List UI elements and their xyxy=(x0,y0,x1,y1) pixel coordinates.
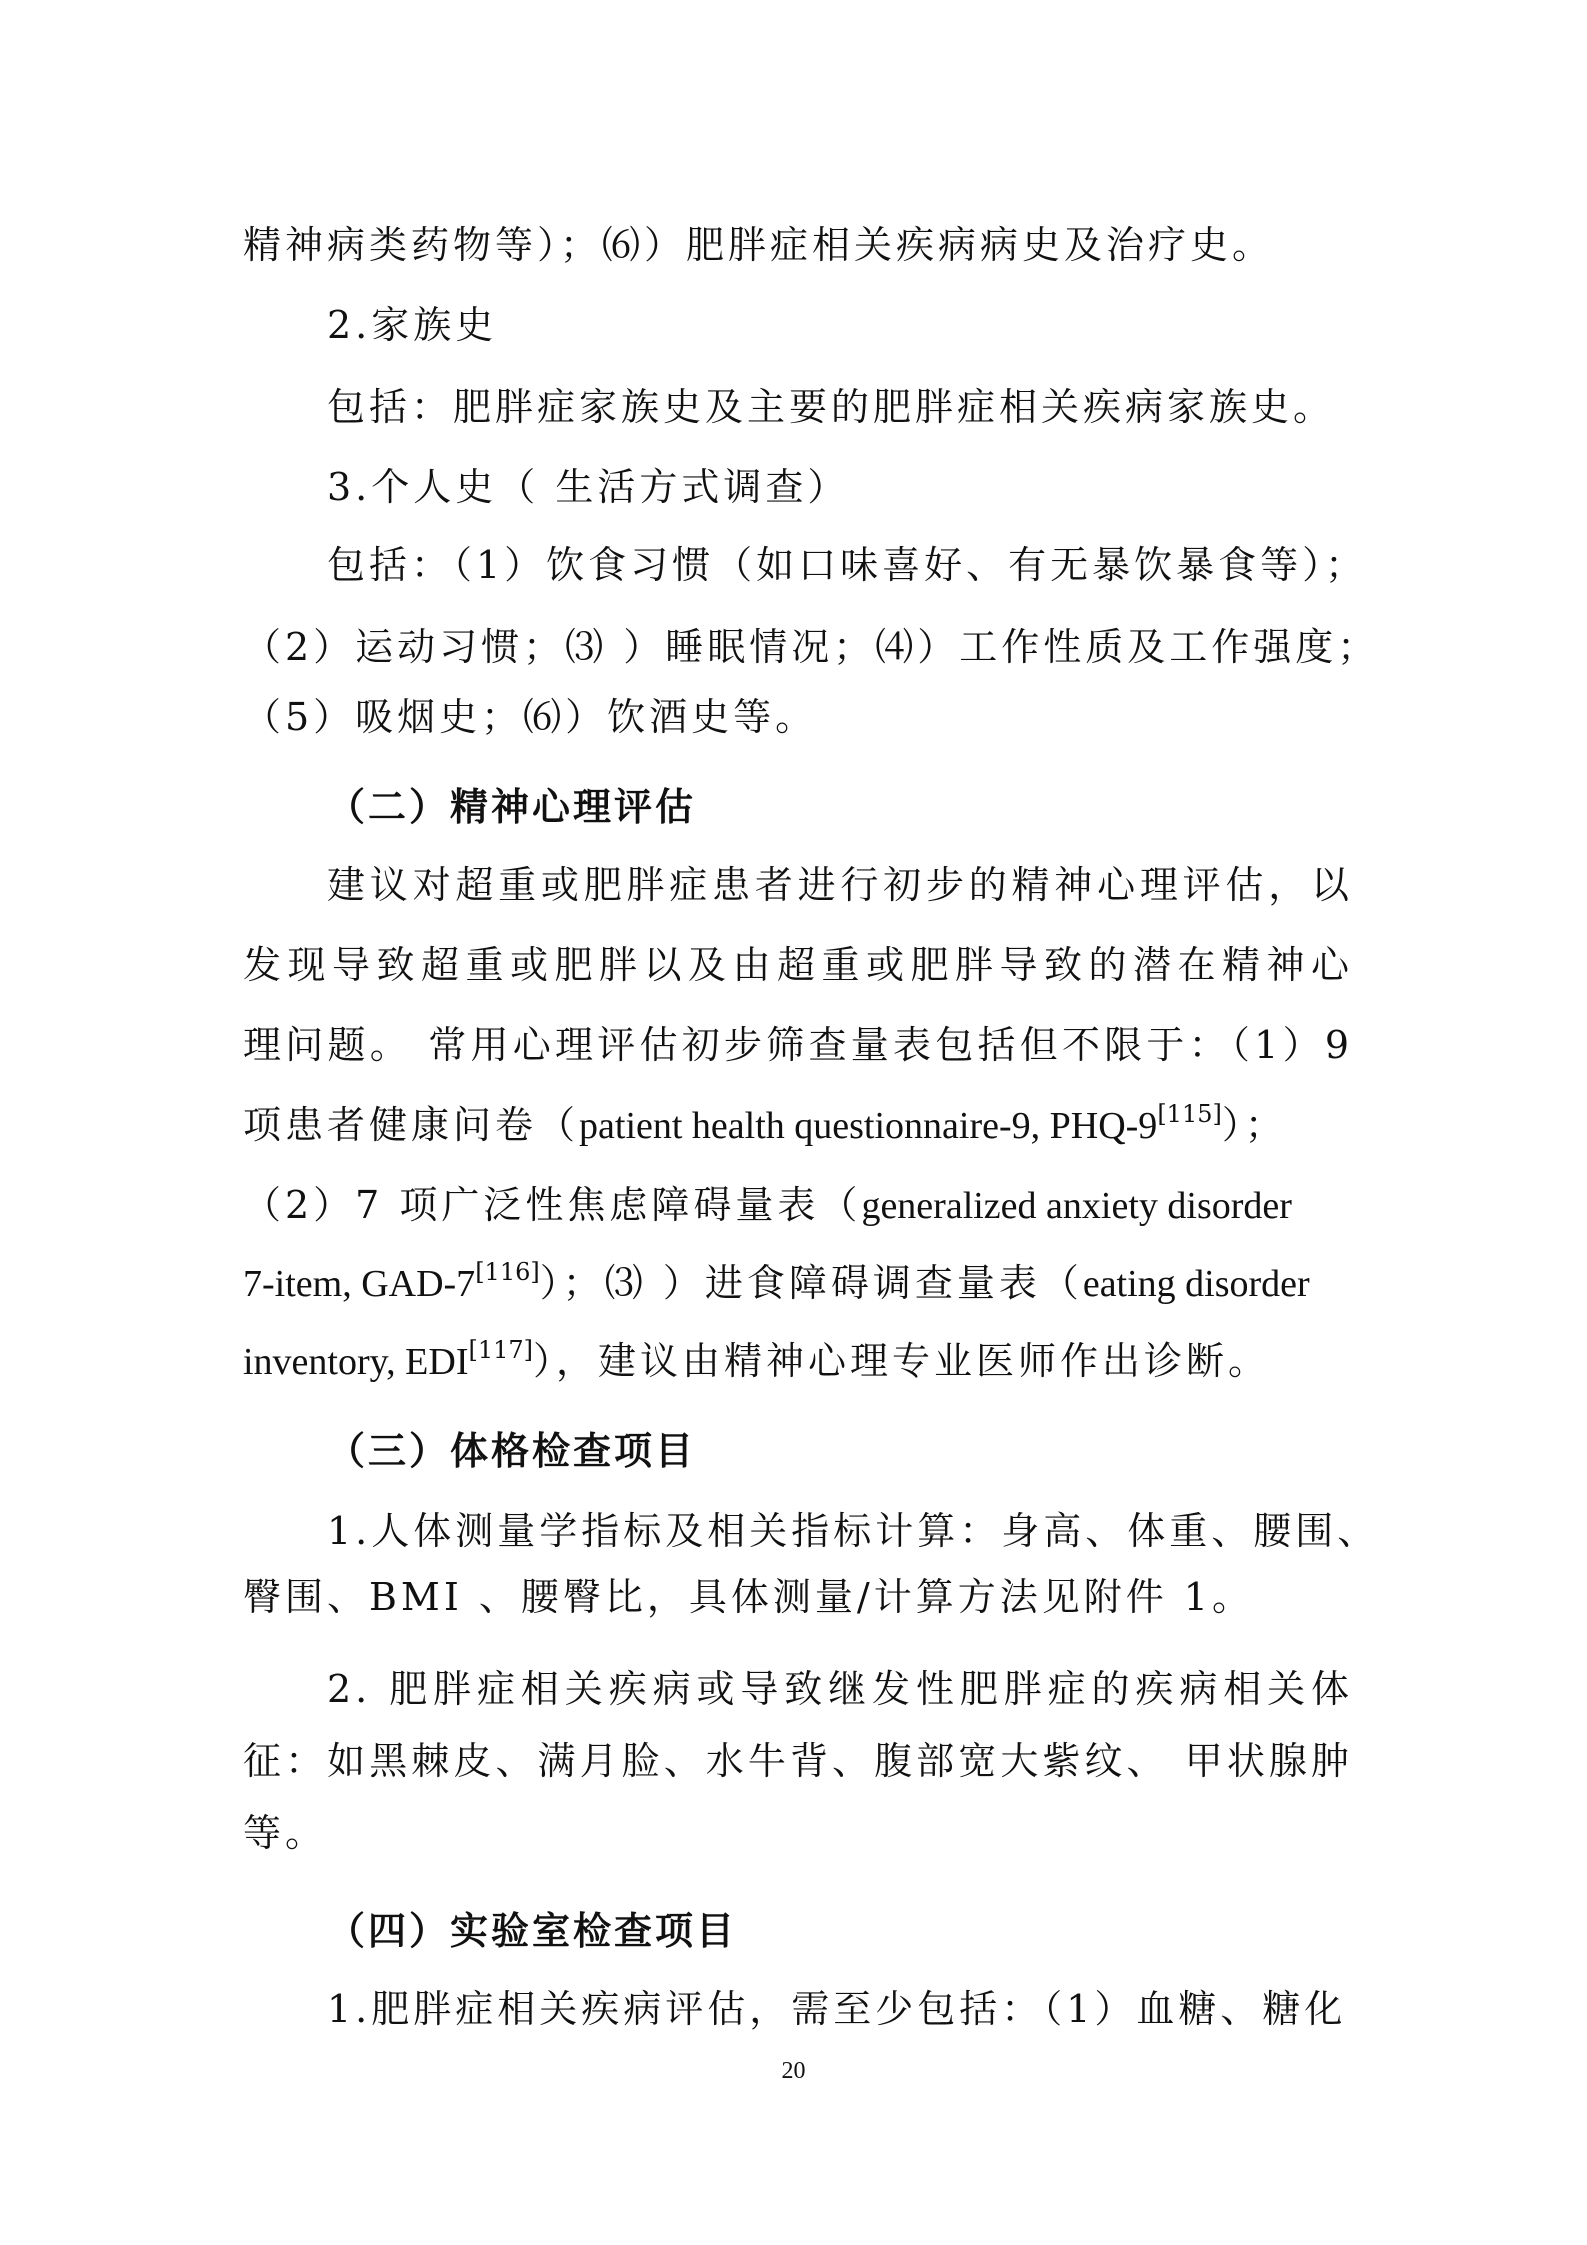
para2-line-5 xyxy=(243,1180,1353,1231)
para2-line-5-text: （2）7 项广泛性焦虑障碍量表（ xyxy=(243,1183,862,1227)
edi-name: eating disorder xyxy=(1082,1263,1310,1305)
para2-line-4-text: 项患者健康问卷（ xyxy=(243,1103,580,1147)
para2-line-2: 发现导致超重或肥胖以及由超重或肥胖导致的潜在精神心 xyxy=(243,943,1353,987)
para2-line-7-text: ），建议由精神心理专业医师作出诊断。 xyxy=(533,1339,1271,1383)
para4-line-1: 2. 肥胖症相关疾病或导致继发性肥胖症的疾病相关体 xyxy=(327,1667,1353,1711)
para5-line-1: 1.肥胖症相关疾病评估，需至少包括：（1）血糖、糖化 xyxy=(327,1987,1347,2031)
para2-line-1: 建议对超重或肥胖症患者进行初步的精神心理评估，以 xyxy=(327,863,1353,907)
para2-line-4-end: ）； xyxy=(1221,1103,1287,1147)
citation-115: [115] xyxy=(1157,1100,1222,1128)
para3-line-1: 1.人体测量学指标及相关指标计算：身高、体重、腰围、 xyxy=(327,1509,1380,1553)
citation-116: [116] xyxy=(475,1258,540,1286)
section-heading-4: （四）实验室检查项目 xyxy=(327,1909,738,1953)
section-heading-3: （三）体格检查项目 xyxy=(327,1429,697,1473)
para2-line-6-text: ）；⑶ ）进食障碍调查量表（ xyxy=(539,1261,1083,1305)
text-line-habits-1: （2）运动习惯；⑶ ）睡眠情况；⑷）工作性质及工作强度； xyxy=(243,625,1380,669)
gad7-name: generalized anxiety disorder xyxy=(861,1185,1292,1227)
subheading-family-history: 2.家族史 xyxy=(327,303,498,347)
para4-line-3: 等。 xyxy=(243,1811,328,1855)
gad7-abbr: 7-item, GAD-7 xyxy=(243,1263,476,1305)
citation-117: [117] xyxy=(468,1336,534,1364)
edi-abbr: inventory, EDI xyxy=(243,1341,469,1383)
text-line-personal-history: 包括：（1）饮食习惯（如口味喜好、有无暴饮暴食等）； xyxy=(327,543,1368,587)
para2-line-6 xyxy=(243,1258,1353,1309)
para2-line-4 xyxy=(243,1100,1353,1151)
phq9-name: patient health questionnaire-9, PHQ-9 xyxy=(579,1105,1158,1147)
text-line-1: 精神病类药物等）；⑹）肥胖症相关疾病病史及治疗史。 xyxy=(243,223,1275,267)
para2-line-3: 理问题。 常用心理评估初步筛查量表包括但不限于：（1）9 xyxy=(243,1023,1353,1067)
subheading-personal-history: 3.个人史（ 生活方式调查） xyxy=(327,465,850,509)
para2-line-7 xyxy=(243,1336,1353,1387)
para3-line-2: 臀围、BMI 、腰臀比，具体测量/计算方法见附件 1。 xyxy=(243,1575,1254,1619)
section-heading-2: （二）精神心理评估 xyxy=(327,785,697,829)
text-line-family-history: 包括：肥胖症家族史及主要的肥胖症相关疾病家族史。 xyxy=(327,385,1336,429)
page-number: 20 xyxy=(781,2058,806,2084)
text-line-habits-2: （5）吸烟史；⑹）饮酒史等。 xyxy=(243,695,818,739)
para4-line-2: 征：如黑棘皮、满月脸、水牛背、腹部宽大紫纹、 甲状腺肿 xyxy=(243,1739,1353,1783)
